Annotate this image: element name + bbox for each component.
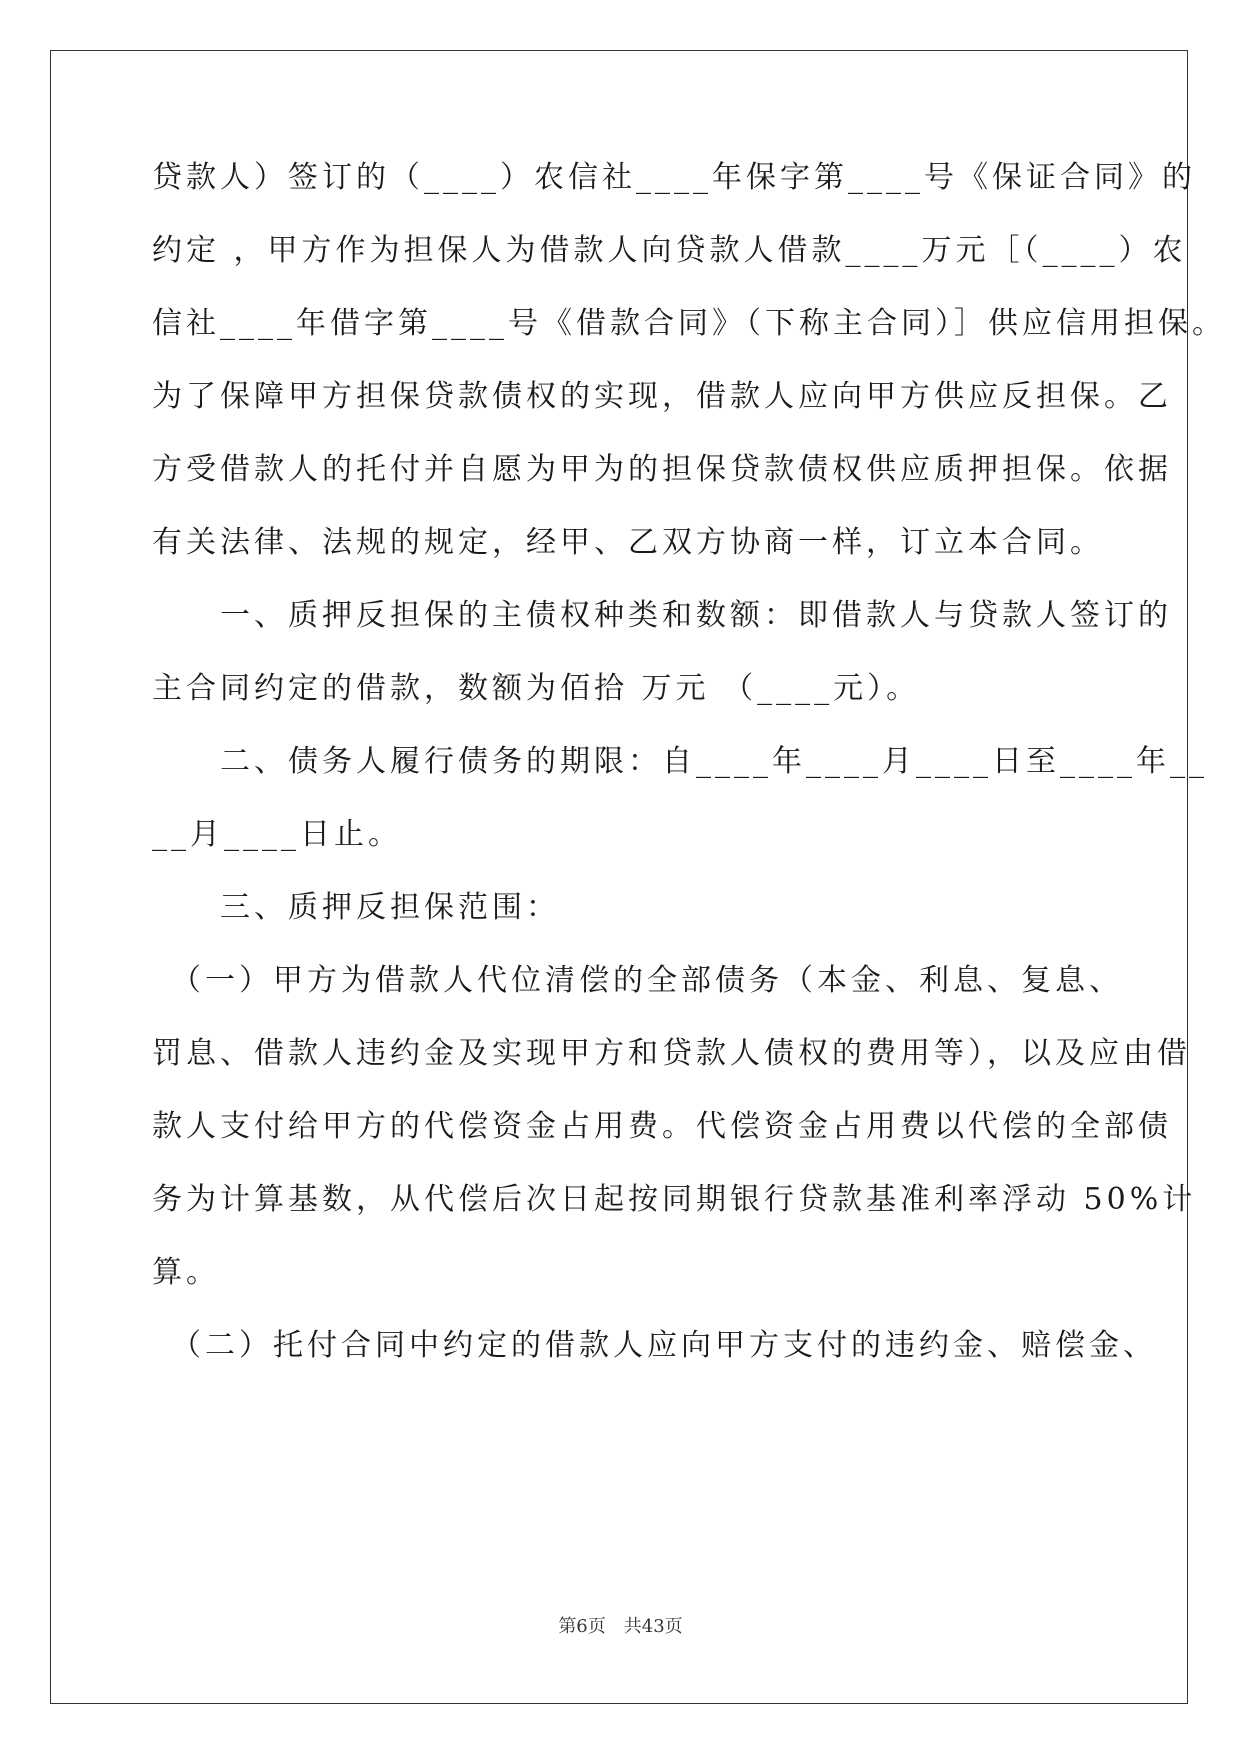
text-line: 信社____年借字第____号《借款合同》（下称主合同）］供应信用担保。 xyxy=(152,306,1226,341)
text-line: 方受借款人的托付并自愿为甲为的担保贷款债权供应质押担保。依据 xyxy=(152,452,1172,487)
text-line: __月____日止。 xyxy=(152,817,402,852)
text-line: 算。 xyxy=(152,1255,220,1290)
text-line: （二）托付合同中约定的借款人应向甲方支付的违约金、赔偿金、 xyxy=(152,1328,1157,1363)
text-line: 有关法律、法规的规定，经甲、乙双方协商一样，订立本合同。 xyxy=(152,525,1104,560)
text-line: 二、债务人履行债务的期限：自____年____月____日至____年__ xyxy=(152,744,1208,779)
text-line: 罚息、借款人违约金及实现甲方和贷款人债权的费用等），以及应由借 xyxy=(152,1036,1191,1071)
page-border xyxy=(50,50,1188,1704)
text-line: 务为计算基数，从代偿后次日起按同期银行贷款基准利率浮动 50%计 xyxy=(152,1182,1197,1217)
text-line: 贷款人）签订的（____）农信社____年保字第____号《保证合同》的 xyxy=(152,160,1196,195)
text-line: 约定 ，甲方作为担保人为借款人向贷款人借款____万元［（____）农 xyxy=(152,233,1187,268)
text-line: 款人支付给甲方的代偿资金占用费。代偿资金占用费以代偿的全部债 xyxy=(152,1109,1172,1144)
page-number-footer: 第6页 共43页 xyxy=(558,1616,683,1637)
text-line: 为了保障甲方担保贷款债权的实现，借款人应向甲方供应反担保。乙 xyxy=(152,379,1172,414)
text-line: 主合同约定的借款，数额为佰拾 万元 （____元）。 xyxy=(152,671,921,706)
text-line: 三、质押反担保范围： xyxy=(152,890,560,925)
text-line: 一、质押反担保的主债权种类和数额：即借款人与贷款人签订的 xyxy=(152,598,1172,633)
text-line: （一）甲方为借款人代位清偿的全部债务（本金、利息、复息、 xyxy=(152,963,1123,998)
